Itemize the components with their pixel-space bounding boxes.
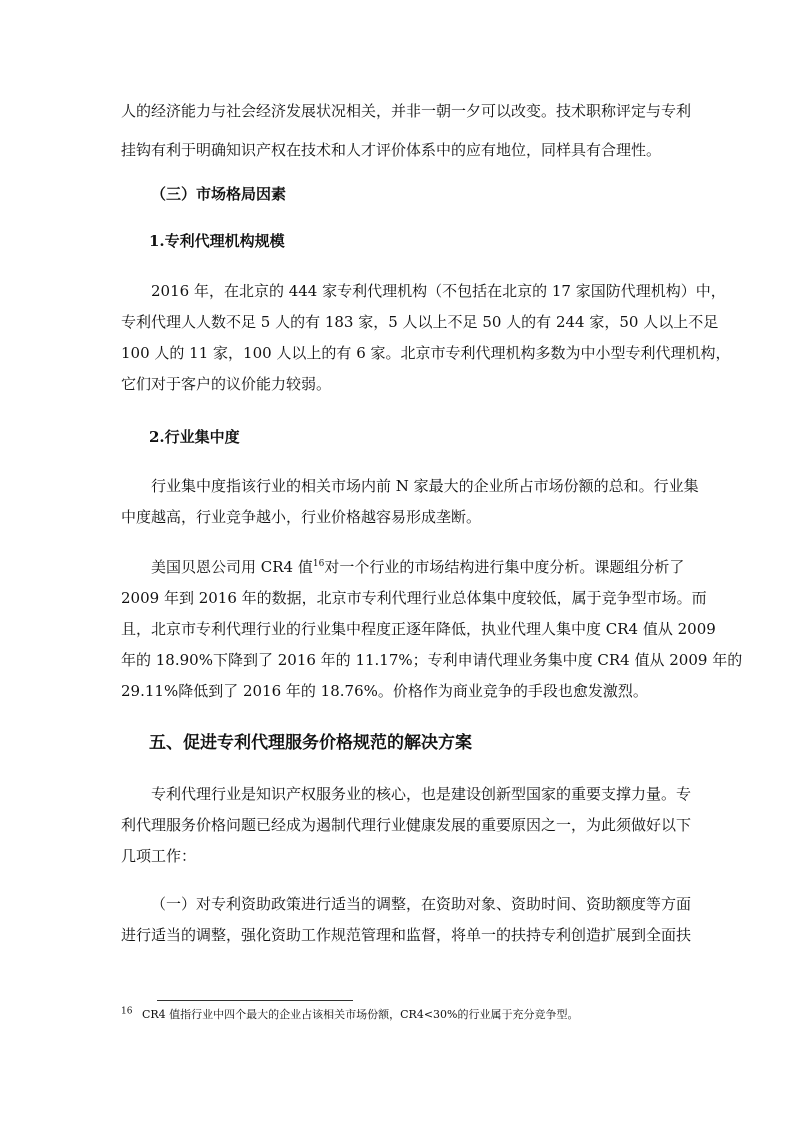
text-line-with-footnote-ref bbox=[121, 553, 685, 581]
footnote-reference[interactable]: 16 bbox=[312, 559, 325, 569]
text-line: 挂钩有利于明确知识产权在技术和人才评价体系中的应有地位，同样具有合理性。 bbox=[121, 141, 662, 159]
subheading-industry-concentration: 2.行业集中度 bbox=[149, 428, 240, 446]
footnote bbox=[121, 1007, 681, 1023]
paragraph-solution-item-1 bbox=[121, 890, 692, 949]
text-line: 100 人的 11 家，100 人以上的有 6 家。北京市专利代理机构多数为中小型专利代理机构， bbox=[121, 344, 731, 362]
text-line: （一）对专利资助政策进行适当的调整，在资助对象、资助时间、资助额度等方面 bbox=[151, 895, 692, 913]
footnote-number: 16 bbox=[121, 1006, 133, 1017]
section-heading-solutions: 五、促进专利代理服务价格规范的解决方案 bbox=[149, 733, 472, 753]
text-line: 年的 18.90%下降到了 2016 年的 11.17%；专利申请代理业务集中度 CR4 值从 2009 年的 bbox=[121, 651, 743, 669]
text-line: 中度越高，行业竞争越小，行业价格越容易形成垄断。 bbox=[121, 508, 482, 526]
paragraph-intro-continued bbox=[121, 97, 692, 164]
text-line: 29.11%降低到了 2016 年的 18.76%。价格作为商业竞争的手段也愈发激烈。 bbox=[121, 682, 648, 700]
text-line: 专利代理人人数不足 5 人的有 183 家，5 人以上不足 50 人的有 244 家，50 人以上不足 bbox=[121, 313, 719, 331]
text-line: 进行适当的调整，强化资助工作规范管理和监督，将单一的扶持专利创造扩展到全面扶 bbox=[121, 926, 692, 944]
text-line: 且，北京市专利代理行业的行业集中程度正逐年降低，执业代理人集中度 CR4 值从 2009 bbox=[121, 620, 716, 638]
paragraph-solutions-intro bbox=[121, 780, 692, 870]
text-line: 2016 年，在北京的 444 家专利代理机构（不包括在北京的 17 家国防代理机构）中， bbox=[151, 282, 726, 300]
text-line: 它们对于客户的议价能力较弱。 bbox=[121, 375, 332, 393]
text-line: 几项工作： bbox=[121, 847, 197, 865]
text-line: 人的经济能力与社会经济发展状况相关，并非一朝一夕可以改变。技术职称评定与专利 bbox=[121, 102, 692, 120]
paragraph-concentration-definition bbox=[121, 472, 699, 531]
footnote-text: CR4 值指行业中四个最大的企业占该相关市场份额，CR4<30%的行业属于充分竞争型。 bbox=[141, 1008, 579, 1021]
text-line: 2009 年到 2016 年的数据，北京市专利代理行业总体集中度较低，属于竞争型市场。而 bbox=[121, 589, 707, 607]
paragraph-cr4-analysis bbox=[121, 553, 743, 705]
footnote-divider bbox=[157, 1000, 353, 1001]
text-line: 专利代理行业是知识产权服务业的核心，也是建设创新型国家的重要支撑力量。专 bbox=[151, 785, 692, 803]
text-segment: 美国贝恩公司用 CR4 值 bbox=[151, 558, 313, 576]
text-line: 行业集中度指该行业的相关市场内前 N 家最大的企业所占市场份额的总和。行业集 bbox=[151, 477, 699, 495]
text-segment: 对一个行业的市场结构进行集中度分析。课题组分析了 bbox=[324, 558, 685, 576]
text-line: 利代理服务价格问题已经成为遏制代理行业健康发展的重要原因之一，为此须做好以下 bbox=[121, 816, 692, 834]
paragraph-agency-scale bbox=[121, 277, 731, 398]
subheading-agency-scale: 1.专利代理机构规模 bbox=[149, 232, 285, 250]
section-heading-market-structure: （三）市场格局因素 bbox=[151, 185, 287, 203]
